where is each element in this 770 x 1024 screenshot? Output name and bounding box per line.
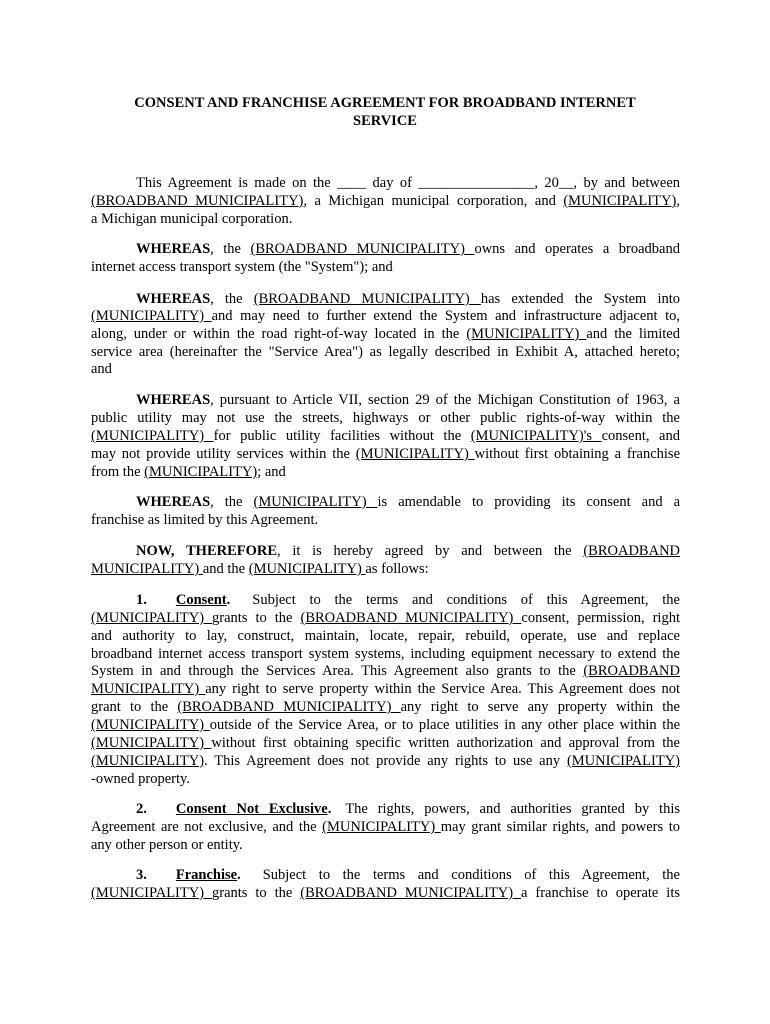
section-1-line-9: (MUNICIPALITY) without first obtaining specific written authorization and approval from the	[91, 735, 680, 751]
section-heading: Consent Not Exclusive	[175, 801, 328, 817]
section-2-line-2: Agreement are not exclusive, and the (MUNICIPALITY) may grant similar rights, and powers to	[91, 819, 680, 835]
whereas-2-line-1: WHEREAS, the (BROADBAND MUNICIPALITY) has extended the System into	[136, 291, 681, 307]
section-1-line-3: and authority to lay, construct, maintain, locate, repair, rebuild, operate, use and replace	[91, 628, 680, 644]
section-1-line-10: (MUNICIPALITY). This Agreement does not provide any rights to use any (MUNICIPALITY)	[91, 753, 680, 769]
title-line-1: CONSENT AND FRANCHISE AGREEMENT FOR BROADBAND INTERNET	[134, 95, 636, 111]
section-2-line-1: 2. Consent Not Exclusive. The rights, powers, and authorities granted by this	[136, 801, 680, 817]
whereas-2-line-3: along, under or within the road right-of-way located in the (MUNICIPALITY) and the limited	[91, 326, 680, 342]
whereas-keyword: WHEREAS	[136, 494, 211, 510]
whereas-1-line-2: internet access transport system (the "System"); and	[91, 259, 393, 275]
section-1-line-7: grant to the (BROADBAND MUNICIPALITY) any right to serve any property within the	[91, 699, 680, 715]
section-number: 1.	[136, 592, 147, 608]
whereas-2-line-2: (MUNICIPALITY) and may need to further extend the System and infrastructure adjacent to,	[91, 308, 681, 324]
section-2-line-3: any other person or entity.	[91, 837, 243, 853]
whereas-3-line-1: WHEREAS, pursuant to Article VII, section 29 of the Michigan Constitution of 1963, a	[136, 392, 680, 408]
section-number: 2.	[136, 801, 147, 817]
party-municipality: (MUNICIPALITY)	[563, 193, 677, 209]
section-1-line-4: broadband internet access transport system systems, including equipment necessary to extend the	[91, 646, 680, 662]
section-1-line-8: (MUNICIPALITY) outside of the Service Area, or to place utilities in any other place within the	[91, 717, 680, 733]
section-1-line-6: MUNICIPALITY) any right to serve property within the Service Area. This Agreement does not	[91, 681, 680, 697]
section-1-line-2: (MUNICIPALITY) grants to the (BROADBAND MUNICIPALITY) consent, permission, right	[91, 610, 680, 626]
section-3-line-1: 3. Franchise. Subject to the terms and conditions of this Agreement, the	[136, 867, 680, 883]
intro-line-1	[136, 174, 680, 192]
whereas-3-line-3: (MUNICIPALITY) for public utility facilities without the (MUNICIPALITY)'s consent, and	[91, 428, 680, 444]
whereas-4-line-1: WHEREAS, the (MUNICIPALITY) is amendable to providing its consent and a	[136, 494, 680, 510]
section-heading: Consent	[175, 592, 227, 608]
whereas-2-line-4: service area (hereinafter the "Service Area") as legally described in Exhibit A, attached hereto;	[91, 344, 680, 360]
section-1-line-11: -owned property.	[91, 771, 190, 787]
now-therefore-line-1: NOW, THEREFORE, it is hereby agreed by and between the (BROADBAND	[136, 543, 681, 559]
whereas-3-line-4: may not provide utility services within the (MUNICIPALITY) without first obtaining a franchise	[91, 446, 681, 462]
whereas-4-line-2: franchise as limited by this Agreement.	[91, 512, 319, 528]
section-3-line-2: (MUNICIPALITY) grants to the (BROADBAND MUNICIPALITY) a franchise to operate its	[91, 885, 680, 901]
whereas-3-line-2: public utility may not use the streets, highways or other public rights-of-way within the	[91, 410, 680, 426]
intro-text: This Agreement is made on the ____ day of ________________, 20__, by and between	[136, 175, 680, 191]
intro-line-2: (BROADBAND MUNICIPALITY), a Michigan municipal corporation, and (MUNICIPALITY),	[91, 193, 680, 209]
section-heading: Franchise	[175, 867, 238, 883]
party-broadband-municipality: (BROADBAND MUNICIPALITY)	[91, 193, 304, 209]
whereas-2-line-5: and	[91, 361, 112, 377]
now-therefore-line-2: MUNICIPALITY) and the (MUNICIPALITY) as follows:	[91, 561, 429, 577]
whereas-1-line-1: WHEREAS, the (BROADBAND MUNICIPALITY) owns and operates a broadband	[136, 241, 680, 257]
whereas-keyword: WHEREAS	[136, 241, 211, 257]
section-1-line-5: System in and through the Services Area. This Agreement also grants to the (BROADBAND	[91, 663, 680, 679]
title-line-2: SERVICE	[353, 113, 417, 129]
intro-line-3: a Michigan municipal corporation.	[91, 211, 293, 227]
whereas-keyword: WHEREAS	[136, 392, 211, 408]
section-1-line-1: 1. Consent. Subject to the terms and conditions of this Agreement, the	[136, 592, 680, 608]
whereas-3-line-5: from the (MUNICIPALITY); and	[91, 464, 286, 480]
whereas-keyword: WHEREAS	[136, 291, 211, 307]
section-number: 3.	[136, 867, 147, 883]
document-title	[90, 94, 680, 130]
now-therefore-keyword: NOW, THEREFORE	[136, 543, 278, 559]
